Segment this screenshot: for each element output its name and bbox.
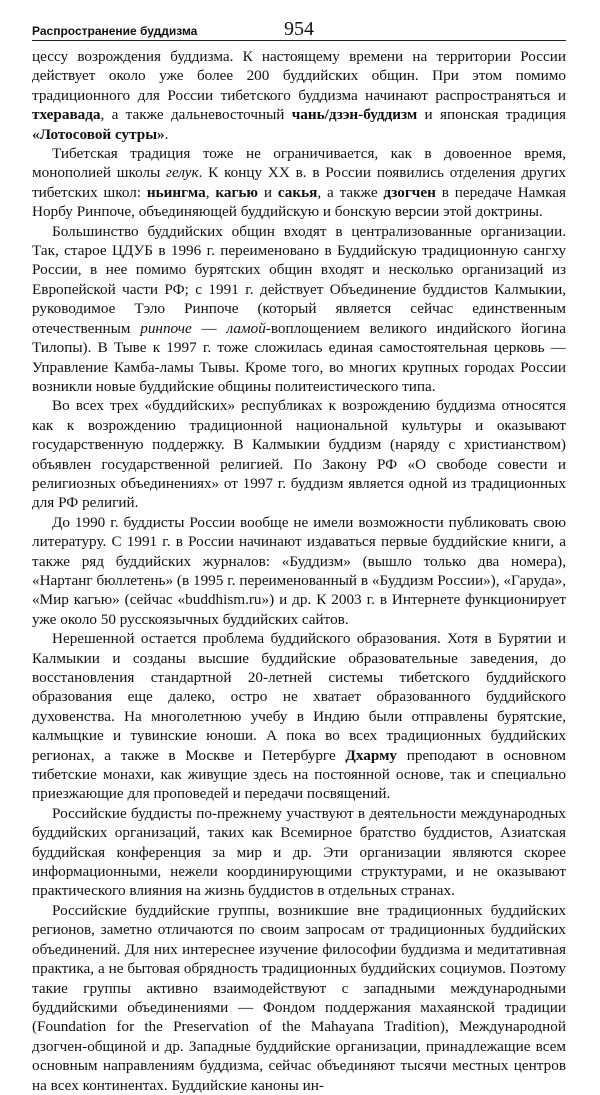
- paragraph: [32, 144, 566, 222]
- text-run: . К концу XX в. в России появились отделения других тибетских школ:: [32, 164, 566, 201]
- text-run: Российские буддийские группы, возникшие вне традиционных буддийских регионов, заметно отличаются по своим запросам от традиционных буддийских объединений. Для них интереснее изучение философии буддизма и медитативная практика, а не бытовая обрядность традиционных буддийских социумов. Поэтому такие группы активно взаимодействуют с западными международными буддийскими объединениями — Фондом поддержания махаянской традиции (Foundation for the Preservation of the Mahayana Tradition), Международной дзогчен-общиной и др. Западные буддийские организации, принадлежащие всем основным направлениям буддизма, сейчас объединяют тысячи местных центров на всех континентах. Буддийские каноны ин-: [32, 901, 566, 1094]
- paragraph: [32, 396, 566, 512]
- bold-term: дзогчен: [383, 183, 436, 201]
- paragraph: [32, 513, 566, 629]
- paragraph: [32, 901, 566, 1095]
- text-run: Нерешенной остается проблема буддийского образования. Хотя в Бурятии и Калмыкии и созданы высшие буддийские образовательные заведения, до восстановления стандартной 20-летней системы тибетского буддийского образования еще далеко, остро не хватает образованного буддийского духовенства. На многолетнюю учебу в Индию были отправлены бурятские, калмыцкие и тувинские юноши. А пока во всех традиционных буддийских регионах, а также в Москве и Петербурге: [32, 630, 566, 764]
- text-run: , а также дальневосточный: [100, 106, 292, 124]
- italic-term: ламой: [226, 319, 266, 337]
- paragraph: [32, 629, 566, 804]
- paragraph: [32, 804, 566, 901]
- running-title: Распространение буддизма: [32, 24, 198, 38]
- text-run: цессу возрождения буддизма. К настоящему времени на территории России действует около уже более 200 буддийских общин. При этом помимо традиционного для России тибетского буддизма начинают распространяться и: [32, 48, 566, 104]
- bold-term: кагью: [215, 183, 259, 201]
- text-run: -воплощением великого индийского йогина Тилопы). В Тыве к 1997 г. тоже сложилась единая самостоятельная церковь — Управление Камба-ламы Тывы. Кроме того, во многих крупных городах России возникли новые буддийские общины политеистического типа.: [32, 319, 567, 395]
- bold-term: Дхарму: [345, 746, 398, 764]
- page-number: 954: [284, 18, 314, 40]
- page-header: [32, 10, 566, 41]
- text-run: в передаче Намкая Норбу Ринпоче, объединяющей буддийскую и бонскую версии этой доктрины.: [32, 183, 566, 221]
- bold-term: «Лотосовой сутры»: [32, 125, 165, 143]
- text-run: До 1990 г. буддисты России вообще не имели возможности публиковать свою литературу. С 1991 г. в России начинают издаваться первые буддийские книги, а также ряд буддийских журналов: «Буддизм» (вышло только два номера), «Нартанг бюллетень» (в 1995 г. переименованный в «Буддизм России»), «Гаруда», «Мир кагью» (сейчас «buddhism.ru») и др. К 2003 г. в Интернете функционирует уже около 50 русскоязычных буддийских сайтов.: [32, 513, 566, 628]
- paragraph: [32, 47, 566, 144]
- text-run: —: [191, 319, 227, 337]
- bold-term: тхеравада: [32, 106, 101, 124]
- body-text: [32, 47, 566, 1095]
- italic-term: гелук: [166, 164, 199, 182]
- text-run: и: [258, 183, 278, 201]
- text-run: Во всех трех «буддийских» республиках к возрождению буддизма относятся как к возрождению традиционной национальной культуры и оказывают государственную поддержку. В Калмыкии буддизм (наряду с христианством) объявлен государственной религией. По Закону РФ «О свободе совести и религиозных объединениях» от 1997 г. буддизм является одной из традиционных для РФ религий.: [32, 397, 566, 512]
- text-run: , а также: [317, 183, 384, 201]
- bold-term: ньингма: [146, 183, 206, 201]
- text-run: и японская традиция: [417, 106, 566, 124]
- text-run: преподают в основном тибетские монахи, как живущие здесь на постоянной основе, так и специально приезжающие для проповедей и передачи посвящений.: [32, 746, 566, 803]
- italic-term: ринпоче: [140, 319, 192, 337]
- text-run: Большинство буддийских общин входят в централизованные организации. Так, старое ЦДУБ в 1996 г. переименовано в Буддийскую традиционную сангху России, в нее помимо бурятских общин входят и несколько организаций из Европейской части РФ; с 1991 г. действует Объединение буддистов Калмыкии, руководимое Тэло Ринпоче (который является сейчас единственным отечественным: [32, 222, 566, 337]
- text-run: .: [164, 125, 169, 143]
- bold-term: чань/дзэн-буддизм: [291, 106, 418, 124]
- text-run: Тибетская традиция тоже не ограничивается, как в довоенное время, монополией школы: [32, 145, 566, 182]
- text-run: ,: [205, 183, 216, 201]
- paragraph: [32, 222, 566, 397]
- bold-term: сакья: [277, 183, 318, 201]
- text-run: Российские буддисты по-прежнему участвуют в деятельности международных буддийских организаций, таких как Всемирное братство буддистов, Азиатская буддийская конференция за мир и др. Эти организации являются скорее информационными, нежели координирующими структурами, и не оказывают практического влияния на жизнь буддистов в отдельных странах.: [32, 804, 566, 900]
